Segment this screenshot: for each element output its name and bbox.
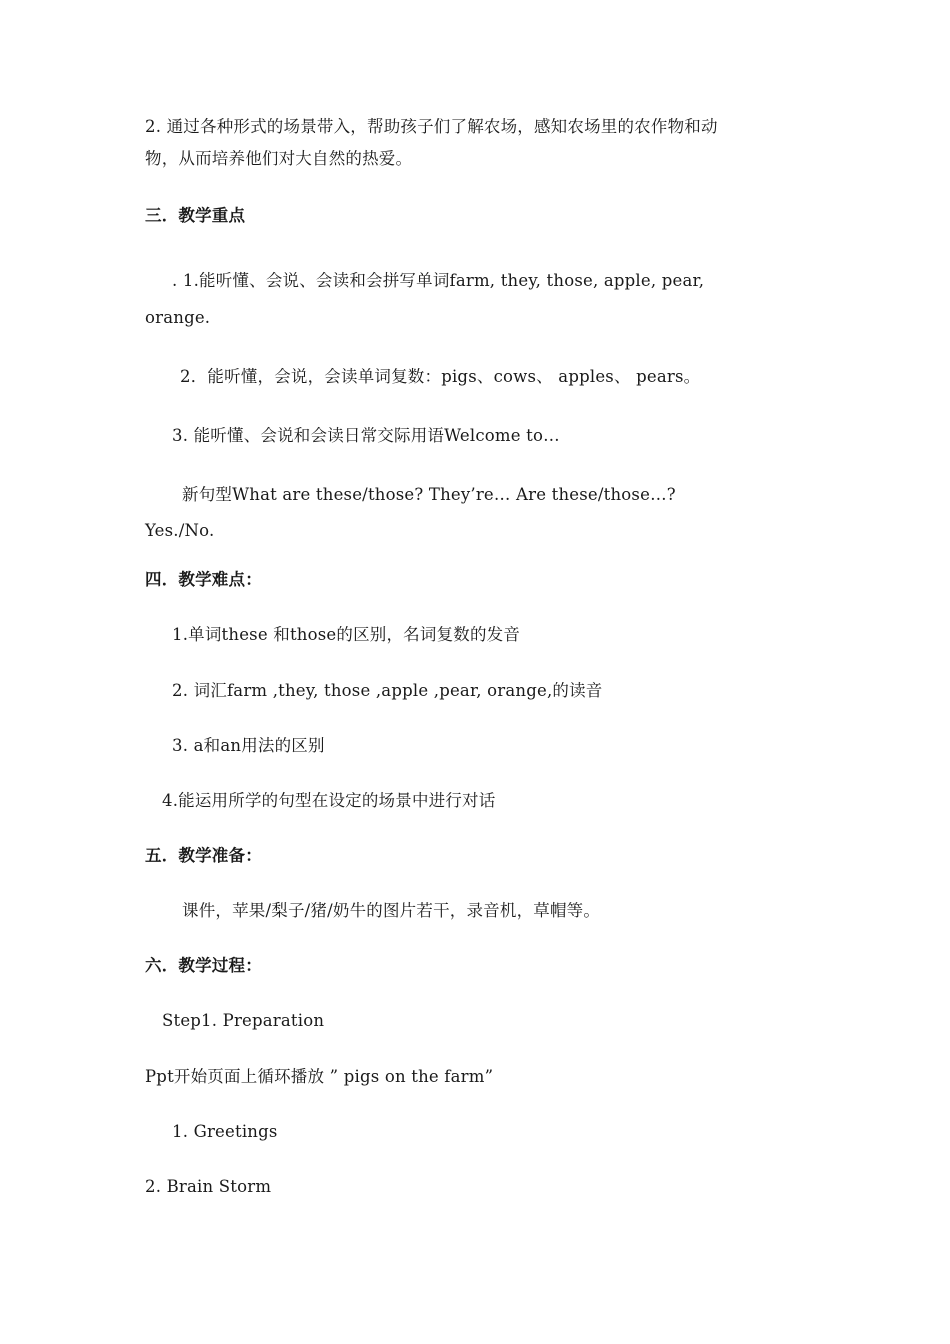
key-points-heading: 三．教学重点 <box>145 206 246 225</box>
process-ppt-line: Ppt开始页面上循环播放 ” pigs on the farm” <box>145 1067 494 1086</box>
objective-item-2-line-1: 2. 通过各种形式的场景带入，帮助孩子们了解农场，感知农场里的农作物和动 <box>145 117 718 136</box>
process-step-1: Step1. Preparation <box>162 1011 325 1030</box>
process-heading: 六．教学过程： <box>145 956 262 975</box>
difficulty-item-1: 1.单词these 和those的区别，名词复数的发音 <box>172 625 521 644</box>
difficulty-item-3: 3. a和an用法的区别 <box>172 736 325 755</box>
preparation-heading: 五．教学准备： <box>145 846 262 865</box>
objective-item-2-line-2: 物，从而培养他们对大自然的热爱。 <box>145 149 413 168</box>
key-point-item-4-line-1: 新句型What are these/those? They’re… Are these/those…? <box>182 485 676 504</box>
process-greetings: 1. Greetings <box>172 1122 278 1141</box>
difficulties-heading: 四．教学难点： <box>145 570 262 589</box>
difficulty-item-4: 4.能运用所学的句型在设定的场景中进行对话 <box>162 791 496 810</box>
process-brain-storm: 2. Brain Storm <box>145 1177 272 1196</box>
key-point-item-3: 3. 能听懂、会说和会读日常交际用语Welcome to… <box>172 426 560 445</box>
preparation-text: 课件，苹果/梨子/猪/奶牛的图片若干，录音机，草帽等。 <box>182 901 601 920</box>
key-point-item-2: 2．能听懂，会说，会读单词复数：pigs、cows、 apples、 pears。 <box>180 367 701 386</box>
key-point-item-4-line-2: Yes./No. <box>145 521 215 540</box>
key-point-item-1-line-1: . 1.能听懂、会说、会读和会拼写单词farm, they, those, apple, pear, <box>172 271 705 290</box>
difficulty-item-2: 2. 词汇farm ,they, those ,apple ,pear, orange,的读音 <box>172 681 603 700</box>
key-point-item-1-line-2: orange. <box>145 308 211 327</box>
